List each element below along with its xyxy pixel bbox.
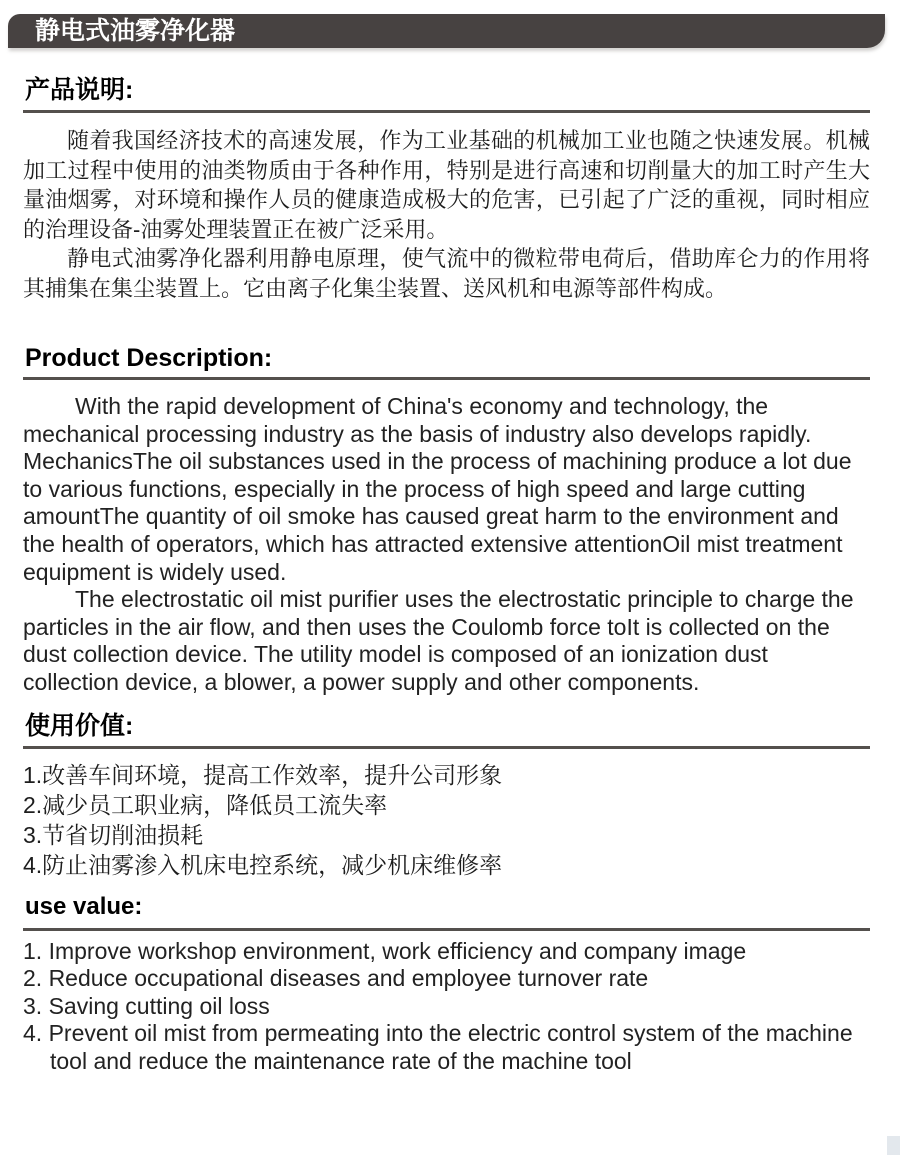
section-product-description-en <box>23 343 870 697</box>
cn-paragraph: 静电式油雾净化器利用静电原理，使气流中的微粒带电荷后，借助库仑力的作用将其捕集在集尘装置上。它由离子化集尘装置、送风机和电源等部件构成。 <box>23 246 870 301</box>
list-item: 2.减少员工职业病，降低员工流失率 <box>23 791 388 818</box>
use-value-en-list <box>23 938 870 1076</box>
heading-product-description-en: Product Description: <box>23 343 870 380</box>
section-use-value-cn <box>23 711 870 880</box>
list-item: 3. Saving cutting oil loss <box>23 992 270 1019</box>
list-item: 1. Improve workshop environment, work efficiency and company image <box>23 937 747 964</box>
list-item: 3.节省切削油损耗 <box>23 821 204 848</box>
product-description-cn-body <box>23 126 870 303</box>
list-item: 4.防止油雾渗入机床电控系统，减少机床维修率 <box>23 851 503 878</box>
page-content <box>23 75 870 1075</box>
heading-use-value-cn: 使用价值: <box>23 711 870 749</box>
product-title-bar <box>8 14 885 48</box>
en-paragraph: With the rapid development of China's economy and technology, the mechanical processing industry as the basis of industry also develops rapidly. MechanicsThe oil substances used in the process of machining produce a lot due to various functions, especially in the process of high speed and large cutting amountThe quantity of oil smoke has caused great harm to the environment and the health of operators, which has attracted extensive attentionOil mist treatment equipment is widely used. <box>23 393 852 585</box>
section-use-value-en <box>23 892 870 1076</box>
scrollbar-corner-fragment <box>887 1136 900 1155</box>
heading-product-description-cn: 产品说明: <box>23 75 870 113</box>
use-value-cn-list <box>23 760 870 880</box>
list-item: 1.改善车间环境，提高工作效率，提升公司形象 <box>23 761 503 788</box>
product-title-text: 静电式油雾净化器 <box>35 17 236 45</box>
en-paragraph: The electrostatic oil mist purifier uses the electrostatic principle to charge the particles in the air flow, and then uses the Coulomb force toIt is collected on the dust collection device. The utility model is composed of an ionization dust collection device, a blower, a power supply and other components. <box>23 586 854 695</box>
product-description-en-body <box>23 393 870 697</box>
list-item: 4. Prevent oil mist from permeating into the electric control system of the machine tool and reduce the maintenance rate of the machine tool <box>23 1020 853 1074</box>
list-item: 2. Reduce occupational diseases and employee turnover rate <box>23 965 649 992</box>
section-product-description-cn <box>23 75 870 303</box>
heading-use-value-en: use value: <box>23 892 870 931</box>
cn-paragraph: 随着我国经济技术的高速发展，作为工业基础的机械加工业也随之快速发展。机械加工过程中使用的油类物质由于各种作用，特别是进行高速和切削量大的加工时产生大量油烟雾，对环境和操作人员的健康造成极大的危害，已引起了广泛的重视，同时相应的治理设备-油雾处理装置正在被广泛采用。 <box>23 128 870 242</box>
